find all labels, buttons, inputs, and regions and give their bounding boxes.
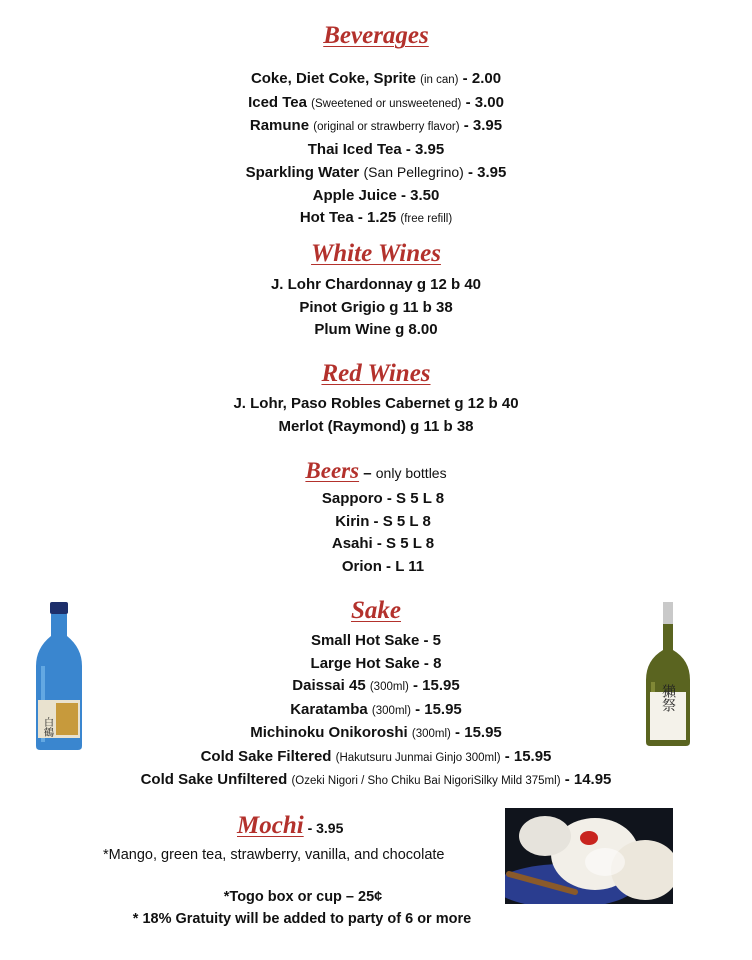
mochi-price: - 3.95 [303, 820, 344, 836]
mochi-heading-row [237, 812, 343, 840]
menu-item: J. Lohr, Paso Robles Cabernet g 12 b 40 [233, 395, 519, 412]
togo-note: *Togo box or cup – 25¢ [223, 889, 383, 905]
footer-notes [0, 886, 752, 930]
beers-dash: – [359, 465, 376, 482]
menu-item: Pinot Grigio g 11 b 38 [299, 298, 453, 316]
menu-item: Large Hot Sake - 8 [310, 654, 442, 672]
menu-item: Apple Juice - 3.50 [312, 186, 440, 204]
menu-item: Ramune (original or strawberry flavor) - 3.95 [249, 117, 503, 134]
beverages-list [0, 68, 752, 231]
menu-item: Kirin - S 5 L 8 [335, 512, 431, 530]
menu-item: Thai Iced Tea - 3.95 [307, 140, 445, 158]
menu-item: Sapporo - S 5 L 8 [321, 490, 445, 507]
menu-item: Asahi - S 5 L 8 [331, 535, 435, 552]
red-wines-list [0, 393, 752, 438]
sake-bottle-green-image [636, 602, 700, 748]
sake-bottle-blue-image [33, 602, 85, 752]
beverages-heading: Beverages [323, 22, 429, 49]
beers-subtitle: only bottles [375, 465, 447, 481]
menu-item: Iced Tea (Sweetened or unsweetened) - 3.00 [248, 93, 504, 111]
menu-item: Hot Tea - 1.25 (free refill) [299, 209, 453, 226]
menu-item: J. Lohr Chardonnay g 12 b 40 [270, 276, 482, 293]
white-wines-list [0, 274, 752, 342]
menu-item: Orion - L 11 [341, 557, 425, 575]
menu-item: Coke, Diet Coke, Sprite (in can) - 2.00 [250, 70, 502, 87]
gratuity-note: * 18% Gratuity will be added to party of 6 or more [132, 911, 472, 927]
mochi-heading: Mochi [237, 812, 304, 839]
bottle-left-label: 白鶴 [41, 717, 53, 737]
menu-item: Sparkling Water (San Pellegrino) - 3.95 [245, 164, 507, 181]
beers-heading: Beers [305, 458, 360, 483]
red-wines-heading: Red Wines [321, 360, 431, 387]
menu-item: Daissai 45 (300ml) - 15.95 [292, 677, 460, 694]
menu-item: Plum Wine g 8.00 [314, 321, 438, 338]
menu-item: Merlot (Raymond) g 11 b 38 [278, 417, 474, 435]
beers-list [7, 488, 752, 578]
mochi-flavors: *Mango, green tea, strawberry, vanilla, and chocolate [103, 847, 445, 863]
sake-heading: Sake [351, 597, 401, 624]
menu-item: Karatamba (300ml) - 15.95 [290, 700, 462, 718]
menu-item: Cold Sake Unfiltered (Ozeki Nigori / Sho Chiku Bai NigoriSilky Mild 375ml) - 14.95 [140, 771, 612, 788]
menu-item: Cold Sake Filtered (Hakutsuru Junmai Ginjo 300ml) - 15.95 [200, 747, 552, 765]
beers-heading-row [0, 458, 752, 486]
menu-item: Small Hot Sake - 5 [310, 632, 442, 649]
bottle-right-label: 獺祭 [660, 684, 676, 712]
menu-item: Michinoku Onikoroshi (300ml) - 15.95 [250, 724, 502, 741]
white-wines-heading: White Wines [311, 240, 441, 267]
